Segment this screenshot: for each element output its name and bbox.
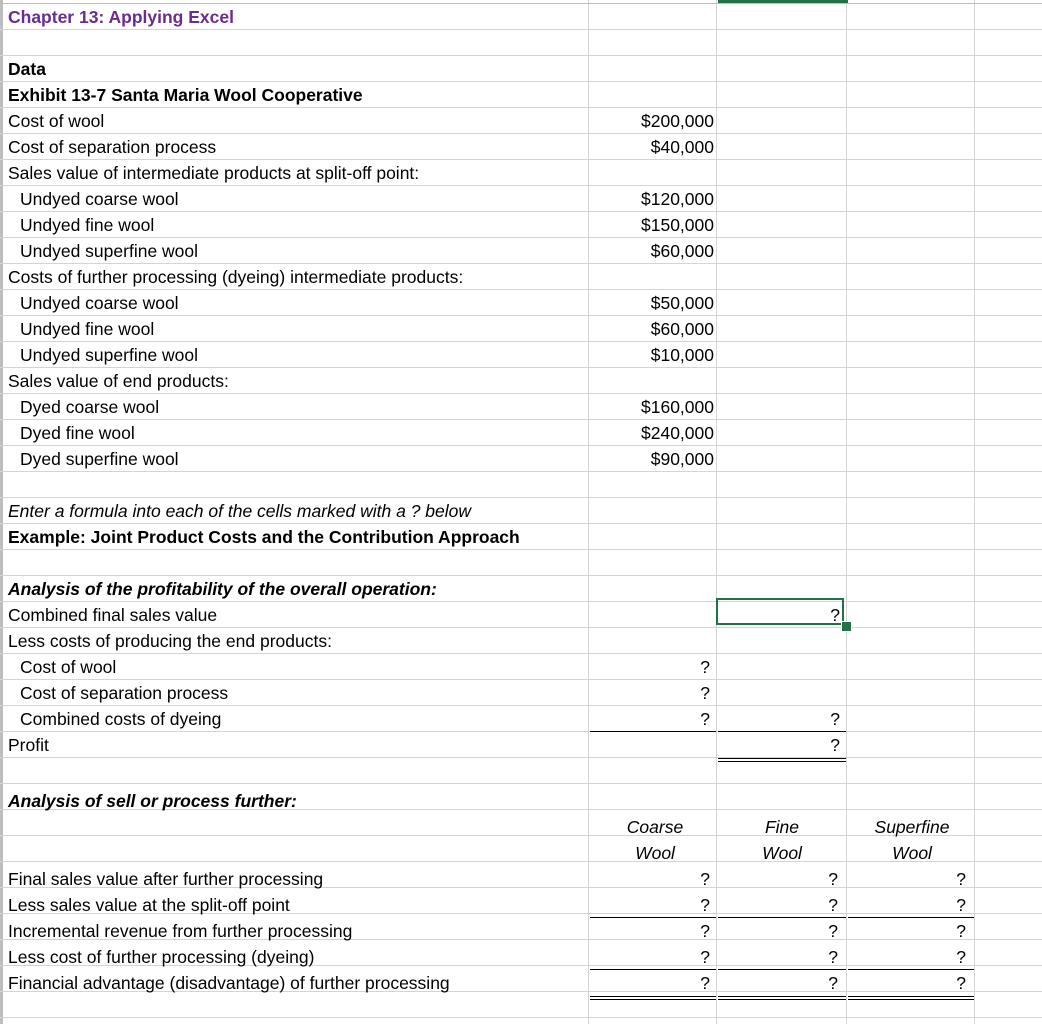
profit-label: Profit bbox=[8, 735, 49, 755]
overall-cost-wool-cell[interactable]: ? bbox=[700, 657, 710, 677]
overall-analysis-heading: Analysis of the profitability of the overall operation: bbox=[8, 579, 437, 599]
sf-row-cell[interactable]: ? bbox=[956, 869, 966, 889]
overall-cost-sep-cell[interactable]: ? bbox=[700, 683, 710, 703]
sf-row-cell[interactable]: ? bbox=[956, 921, 966, 941]
further-coarse-value[interactable]: $50,000 bbox=[650, 293, 714, 313]
further-superfine-label: Undyed superfine wool bbox=[20, 345, 199, 365]
sf-row-cell[interactable]: ? bbox=[956, 947, 966, 967]
split-off-heading: Sales value of intermediate products at split-off point: bbox=[8, 163, 420, 183]
sf-underline bbox=[590, 917, 716, 918]
end-superfine-label: Dyed superfine wool bbox=[20, 449, 179, 469]
sf-row-cell[interactable]: ? bbox=[828, 947, 838, 967]
sf-row-cell[interactable]: ? bbox=[956, 895, 966, 915]
sf-double-underline bbox=[848, 996, 974, 1000]
sf-double-underline bbox=[718, 996, 846, 1000]
example-title: Example: Joint Product Costs and the Contribution Approach bbox=[8, 527, 520, 547]
sf-row-cell[interactable]: ? bbox=[700, 947, 710, 967]
overall-dyeing-label: Combined costs of dyeing bbox=[20, 709, 222, 729]
further-processing-heading: Costs of further processing (dyeing) intermediate products: bbox=[8, 267, 464, 287]
sf-row-cell[interactable]: ? bbox=[828, 869, 838, 889]
col-header-fine-2: Wool bbox=[762, 843, 802, 863]
overall-cost-wool-label: Cost of wool bbox=[20, 657, 117, 677]
sf-row-cell[interactable]: ? bbox=[700, 895, 710, 915]
sf-row-cell[interactable]: ? bbox=[700, 921, 710, 941]
end-products-heading: Sales value of end products: bbox=[8, 371, 229, 391]
end-fine-label: Dyed fine wool bbox=[20, 423, 135, 443]
profit-cell[interactable]: ? bbox=[830, 735, 840, 755]
split-off-coarse-value[interactable]: $120,000 bbox=[641, 189, 714, 209]
selected-cell-outline[interactable] bbox=[716, 598, 844, 625]
sf-underline bbox=[718, 969, 846, 970]
end-coarse-label: Dyed coarse wool bbox=[20, 397, 160, 417]
data-label: Data bbox=[8, 59, 46, 79]
dyeing-underline-c bbox=[718, 731, 846, 732]
split-off-superfine-value[interactable]: $60,000 bbox=[650, 241, 714, 261]
profit-double-underline bbox=[718, 758, 846, 762]
col-header-coarse-2: Wool bbox=[635, 843, 675, 863]
further-coarse-label: Undyed coarse wool bbox=[20, 293, 179, 313]
overall-dyeing-cell-b[interactable]: ? bbox=[700, 709, 710, 729]
col-header-fine-1: Fine bbox=[764, 817, 800, 837]
sf-row-label: Less cost of further processing (dyeing) bbox=[8, 947, 315, 967]
sf-row-label: Final sales value after further processing bbox=[8, 869, 324, 889]
combined-sales-cell[interactable]: ? bbox=[830, 605, 840, 625]
split-off-coarse-label: Undyed coarse wool bbox=[20, 189, 179, 209]
sf-row-label: Less sales value at the split-off point bbox=[8, 895, 290, 915]
col-header-coarse-1: Coarse bbox=[626, 817, 684, 837]
fill-handle[interactable] bbox=[841, 621, 852, 632]
sf-double-underline bbox=[590, 996, 716, 1000]
cost-of-wool-label: Cost of wool bbox=[8, 111, 105, 131]
cost-of-wool-value[interactable]: $200,000 bbox=[641, 111, 714, 131]
instruction-text: Enter a formula into each of the cells marked with a ? below bbox=[8, 501, 472, 521]
sf-row-cell[interactable]: ? bbox=[828, 921, 838, 941]
overall-cost-sep-label: Cost of separation process bbox=[20, 683, 229, 703]
sf-underline bbox=[848, 969, 974, 970]
sheet-title: Chapter 13: Applying Excel bbox=[8, 7, 234, 27]
combined-sales-label: Combined final sales value bbox=[8, 605, 218, 625]
sf-row-cell[interactable]: ? bbox=[700, 973, 710, 993]
sf-row-label: Incremental revenue from further processing bbox=[8, 921, 353, 941]
sf-underline bbox=[718, 917, 846, 918]
sf-row-cell[interactable]: ? bbox=[700, 869, 710, 889]
sf-underline bbox=[590, 969, 716, 970]
further-superfine-value[interactable]: $10,000 bbox=[650, 345, 714, 365]
exhibit-title: Exhibit 13-7 Santa Maria Wool Cooperative bbox=[8, 85, 363, 105]
sf-row-cell[interactable]: ? bbox=[956, 973, 966, 993]
col-header-superfine-1: Superfine bbox=[874, 817, 950, 837]
overall-dyeing-cell-c[interactable]: ? bbox=[830, 709, 840, 729]
split-off-fine-value[interactable]: $150,000 bbox=[641, 215, 714, 235]
sf-row-cell[interactable]: ? bbox=[828, 973, 838, 993]
sf-row-cell[interactable]: ? bbox=[828, 895, 838, 915]
end-coarse-value[interactable]: $160,000 bbox=[641, 397, 714, 417]
sf-row-label: Financial advantage (disadvantage) of further processing bbox=[8, 973, 450, 993]
split-off-superfine-label: Undyed superfine wool bbox=[20, 241, 199, 261]
col-header-superfine-2: Wool bbox=[892, 843, 932, 863]
end-fine-value[interactable]: $240,000 bbox=[641, 423, 714, 443]
cost-separation-value[interactable]: $40,000 bbox=[650, 137, 714, 157]
further-fine-value[interactable]: $60,000 bbox=[650, 319, 714, 339]
split-off-fine-label: Undyed fine wool bbox=[20, 215, 155, 235]
sf-underline bbox=[848, 917, 974, 918]
end-superfine-value[interactable]: $90,000 bbox=[650, 449, 714, 469]
dyeing-underline-b bbox=[590, 731, 716, 732]
cost-separation-label: Cost of separation process bbox=[8, 137, 217, 157]
less-costs-label: Less costs of producing the end products: bbox=[8, 631, 332, 651]
sell-further-heading: Analysis of sell or process further: bbox=[8, 791, 297, 811]
further-fine-label: Undyed fine wool bbox=[20, 319, 155, 339]
